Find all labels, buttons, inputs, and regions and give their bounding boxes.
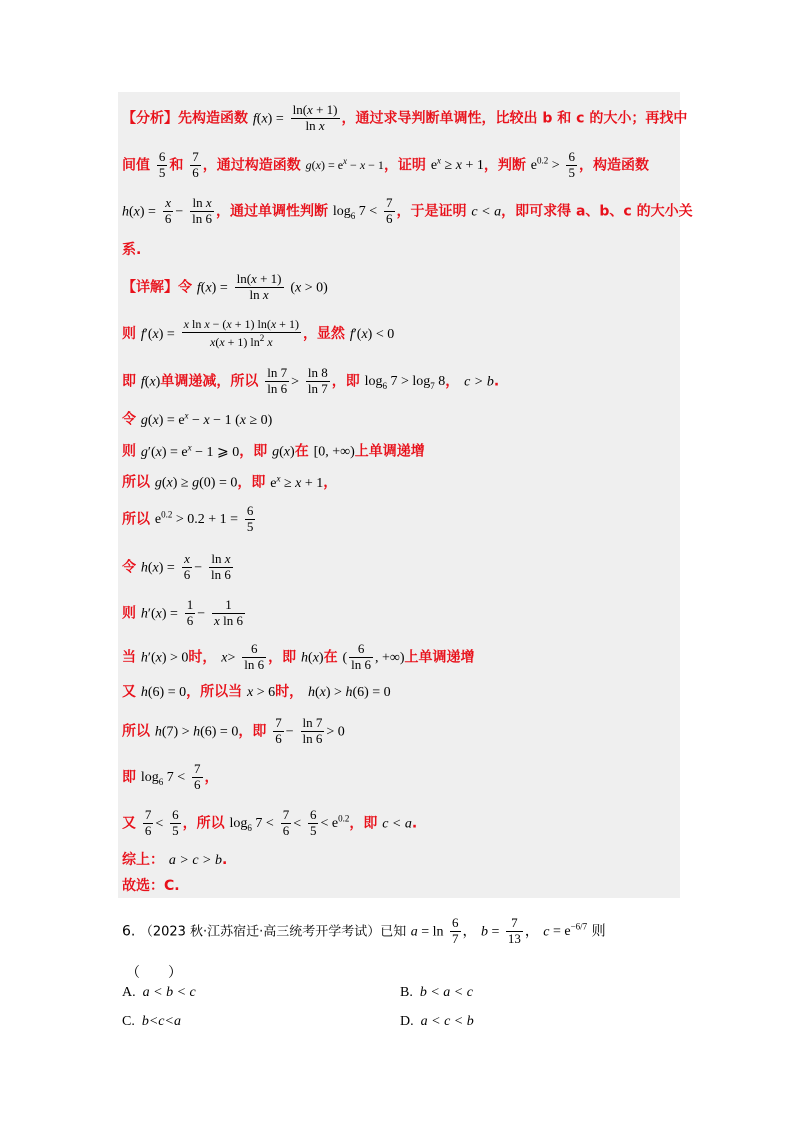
option-b[interactable]: B. b < a < c bbox=[400, 985, 473, 1000]
analysis-line-3: h(x) = $\frac{x}{6}$ − $\frac{\text{ln x}}{\ln 6}$ ，通过单调性判断 $\log_6 7$ < $\frac{7}{6}$ ，于是证明 c < a，即可求得 a、b、c 的大小关 bbox=[122, 195, 693, 226]
detail-line-12: 所以 h(7) > h(6) = 0，即 $\frac{7}{6}$ − $\frac{\ln 7}{\ln 6}$ > 0 bbox=[122, 715, 345, 746]
detail-line-2: 则 f′(x) = $\frac{\text{x ln x − (x + 1) ln(x + 1)}}{x(x + 1) \ln^2 x}$ ，显然 f′(x) < 0 bbox=[122, 317, 395, 349]
analysis-line-4: 系. bbox=[122, 242, 142, 258]
detail-line-13: 即 $\log_6 7$ < $\frac{7}{6}$ ， bbox=[122, 761, 219, 792]
detail-line-7: 所以 $e^{0.2} > 0.2 + 1$ = $\frac{6}{5}$ bbox=[122, 503, 254, 534]
detail-line-15: 综上： a > c > b. bbox=[122, 852, 228, 868]
detail-line-8: 令 h(x) = $\frac{x}{6}$ − $\frac{\text{ln x}}{\ln 6}$ bbox=[122, 551, 231, 582]
analysis-line-2: 间值 $\frac{6}{5}$ 和 $\frac{7}{6}$ ，通过构造函数 $g(x) = e^x - x - 1$，证明 $e^x \ge x + 1$，判断 $e^{0.2}$ > $\frac{6}{5}$ ，构造函数 bbox=[122, 149, 649, 180]
detail-line-9: 则 h′(x) = $\frac{1}{6}$ − $\frac{1}{\text{x ln 6}}$ bbox=[122, 597, 243, 628]
detail-line-3: 即 f(x)单调递减，所以 $\frac{\ln 7}{\ln 6}$ > $\frac{\ln 8}{\ln 7}$ ，即 $\log_6 7 > \log_7 8$， c > b. bbox=[122, 365, 500, 396]
detail-conclusion: 故选：C. bbox=[122, 878, 180, 894]
detail-line-6: 所以 g(x) ≥ g(0) = 0，即 $e^x \ge x + 1$， bbox=[122, 473, 338, 491]
question-stem: 6. （2023 秋·江苏宿迁·高三统考开学考试）已知 a = ln $\frac{6}{7}$ ， b = $\frac{7}{13}$ ， $c = e^{-6/7}$ 则 bbox=[122, 915, 606, 946]
analysis-line-1: 【分析】先构造函数 f(x) = $\frac{\ln(x + 1)}{\text{ln x}}$ ，通过求导判断单调性，比较出 b 和 c 的大小；再找中 bbox=[122, 102, 688, 133]
option-a[interactable]: A. a < b < c bbox=[122, 985, 196, 1000]
detail-line-11: 又 h(6) = 0，所以当 x > 6时， h(x) > h(6) = 0 bbox=[122, 684, 391, 700]
detail-line-4: 令 $g(x) = e^x - x - 1$ (x ≥ 0) bbox=[122, 410, 273, 428]
question-paren: （ ） bbox=[126, 965, 182, 981]
detail-line-5: 则 $g'(x) = e^x - 1$ ⩾ 0，即 g(x)在 [0, +∞)上单调递增 bbox=[122, 442, 425, 460]
detail-line-1: 【详解】令 f(x) = $\frac{\ln(x + 1)}{\text{ln x}}$ (x > 0) bbox=[122, 271, 328, 302]
detail-line-14: 又 $\frac{7}{6}$ < $\frac{6}{5}$ ，所以 $\log_6 7$ < $\frac{7}{6}$ < $\frac{6}{5}$ < $e^{0.2}$，即 c < a. bbox=[122, 807, 418, 838]
option-d[interactable]: D. a < c < b bbox=[400, 1014, 474, 1029]
detail-line-10: 当 h′(x) > 0时， x> $\frac{6}{\ln 6}$ ，即 h(x)在 ( $\frac{6}{\ln 6}$ , +∞)上单调递增 bbox=[122, 641, 475, 672]
option-c[interactable]: C. b<c<a bbox=[122, 1014, 181, 1029]
